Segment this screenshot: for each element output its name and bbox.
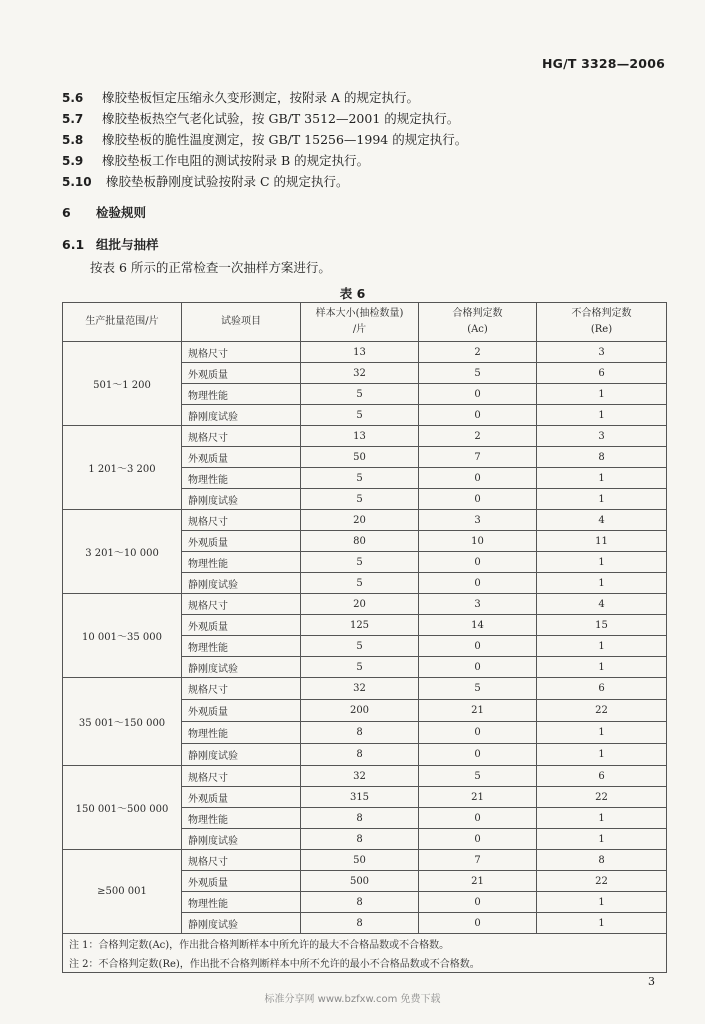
test-item-cell: 外观质量 — [182, 700, 301, 722]
header-sample-size: 样本大小(抽检数量) /片 — [301, 303, 419, 342]
acceptance-number-cell: 0 — [419, 384, 537, 405]
sample-size-cell: 32 — [301, 363, 419, 384]
acceptance-number-cell: 0 — [419, 636, 537, 657]
sample-size-cell: 5 — [301, 384, 419, 405]
acceptance-number-cell: 2 — [419, 426, 537, 447]
table-row — [63, 678, 667, 700]
acceptance-number-cell: 0 — [419, 892, 537, 913]
acceptance-number-cell: 7 — [419, 447, 537, 468]
acceptance-number-cell: 3 — [419, 594, 537, 615]
sample-size-cell: 8 — [301, 744, 419, 766]
test-item-cell: 静刚度试验 — [182, 489, 301, 510]
sample-size-cell: 50 — [301, 850, 419, 871]
sample-size-cell: 13 — [301, 426, 419, 447]
test-item-cell: 外观质量 — [182, 871, 301, 892]
sample-size-cell: 8 — [301, 829, 419, 850]
table-note-row — [63, 934, 667, 954]
acceptance-number-cell: 2 — [419, 342, 537, 363]
table-row — [63, 510, 667, 531]
rejection-number-cell: 1 — [537, 468, 667, 489]
rejection-number-cell: 1 — [537, 552, 667, 573]
clause-text: 橡胶垫板的脆性温度测定，按 GB/T 15256—1994 的规定执行。 — [102, 132, 468, 147]
rejection-number-cell: 1 — [537, 808, 667, 829]
acceptance-number-cell: 0 — [419, 722, 537, 744]
batch-range-cell: 35 001～150 000 — [63, 678, 182, 766]
clause-number: 5.6 — [62, 91, 84, 105]
acceptance-number-cell: 21 — [419, 871, 537, 892]
table-row — [63, 426, 667, 447]
test-item-cell: 物理性能 — [182, 722, 301, 744]
sample-size-cell: 8 — [301, 913, 419, 934]
section-number: 6.1 — [62, 237, 85, 252]
rejection-number-cell: 4 — [537, 510, 667, 531]
table-note-2: 注 2：不合格判定数(Re)，作出批不合格判断样本中所不允许的最小不合格品数或不合格数。 — [63, 953, 667, 973]
rejection-number-cell: 22 — [537, 700, 667, 722]
header-rejection-number: 不合格判定数 (Re) — [537, 303, 667, 342]
test-item-cell: 外观质量 — [182, 447, 301, 468]
clause-5-7 — [62, 109, 459, 127]
table-header-row — [63, 303, 667, 342]
batch-range-cell: 10 001～35 000 — [63, 594, 182, 678]
rejection-number-cell: 1 — [537, 636, 667, 657]
test-item-cell: 外观质量 — [182, 615, 301, 636]
sampling-paragraph: 按表 6 所示的正常检查一次抽样方案进行。 — [90, 260, 331, 275]
acceptance-number-cell: 0 — [419, 744, 537, 766]
sample-size-cell: 5 — [301, 573, 419, 594]
sample-size-cell: 5 — [301, 405, 419, 426]
test-item-cell: 物理性能 — [182, 468, 301, 489]
sample-size-cell: 315 — [301, 787, 419, 808]
acceptance-number-cell: 0 — [419, 552, 537, 573]
test-item-cell: 规格尺寸 — [182, 510, 301, 531]
rejection-number-cell: 3 — [537, 342, 667, 363]
acceptance-number-cell: 10 — [419, 531, 537, 552]
test-item-cell: 静刚度试验 — [182, 913, 301, 934]
sample-size-cell: 5 — [301, 552, 419, 573]
test-item-cell: 外观质量 — [182, 531, 301, 552]
clause-text: 橡胶垫板工作电阻的测试按附录 B 的规定执行。 — [102, 153, 370, 168]
acceptance-number-cell: 0 — [419, 468, 537, 489]
rejection-number-cell: 6 — [537, 766, 667, 787]
rejection-number-cell: 4 — [537, 594, 667, 615]
sample-size-cell: 5 — [301, 468, 419, 489]
acceptance-number-cell: 21 — [419, 700, 537, 722]
sample-size-cell: 500 — [301, 871, 419, 892]
acceptance-number-cell: 3 — [419, 510, 537, 531]
clause-5-6 — [62, 88, 419, 106]
acceptance-number-cell: 14 — [419, 615, 537, 636]
section-title: 组批与抽样 — [96, 237, 159, 252]
sample-size-cell: 5 — [301, 636, 419, 657]
test-item-cell: 静刚度试验 — [182, 744, 301, 766]
section-title: 检验规则 — [96, 205, 147, 220]
rejection-number-cell: 3 — [537, 426, 667, 447]
clause-number: 5.9 — [62, 154, 84, 168]
acceptance-number-cell: 5 — [419, 363, 537, 384]
batch-range-cell: 1 201～3 200 — [63, 426, 182, 510]
sampling-table — [62, 302, 667, 973]
table-title: 表 6 — [339, 286, 366, 301]
clause-5-10 — [62, 172, 349, 190]
test-item-cell: 静刚度试验 — [182, 405, 301, 426]
table-note-row — [63, 953, 667, 973]
sample-size-cell: 32 — [301, 766, 419, 787]
sample-size-cell: 13 — [301, 342, 419, 363]
clause-number: 5.10 — [62, 175, 92, 189]
rejection-number-cell: 1 — [537, 657, 667, 678]
standard-code: HG/T 3328—2006 — [541, 56, 665, 71]
rejection-number-cell: 22 — [537, 871, 667, 892]
acceptance-number-cell: 0 — [419, 657, 537, 678]
test-item-cell: 物理性能 — [182, 636, 301, 657]
section-6-heading — [62, 203, 146, 221]
test-item-cell: 规格尺寸 — [182, 766, 301, 787]
clause-number: 5.8 — [62, 133, 84, 147]
rejection-number-cell: 22 — [537, 787, 667, 808]
acceptance-number-cell: 0 — [419, 913, 537, 934]
rejection-number-cell: 1 — [537, 489, 667, 510]
acceptance-number-cell: 0 — [419, 405, 537, 426]
sample-size-cell: 200 — [301, 700, 419, 722]
sample-size-cell: 80 — [301, 531, 419, 552]
sample-size-cell: 50 — [301, 447, 419, 468]
test-item-cell: 外观质量 — [182, 787, 301, 808]
test-item-cell: 规格尺寸 — [182, 594, 301, 615]
clause-number: 5.7 — [62, 112, 84, 126]
rejection-number-cell: 1 — [537, 744, 667, 766]
clause-5-8 — [62, 130, 467, 148]
acceptance-number-cell: 0 — [419, 573, 537, 594]
acceptance-number-cell: 0 — [419, 829, 537, 850]
rejection-number-cell: 8 — [537, 447, 667, 468]
sample-size-cell: 20 — [301, 594, 419, 615]
batch-range-cell: 3 201～10 000 — [63, 510, 182, 594]
sample-size-cell: 8 — [301, 892, 419, 913]
table-row — [63, 342, 667, 363]
table-row — [63, 594, 667, 615]
sample-size-cell: 5 — [301, 489, 419, 510]
sample-size-cell: 32 — [301, 678, 419, 700]
header-batch-range: 生产批量范围/片 — [63, 303, 182, 342]
sample-size-cell: 20 — [301, 510, 419, 531]
test-item-cell: 物理性能 — [182, 384, 301, 405]
clause-text: 橡胶垫板恒定压缩永久变形测定，按附录 A 的规定执行。 — [102, 90, 419, 105]
page-number: 3 — [648, 975, 655, 988]
table-note-1: 注 1：合格判定数(Ac)，作出批合格判断样本中所允许的最大不合格品数或不合格数。 — [63, 934, 667, 954]
test-item-cell: 静刚度试验 — [182, 657, 301, 678]
section-6-1-heading — [62, 235, 159, 253]
acceptance-number-cell: 0 — [419, 808, 537, 829]
section-number: 6 — [62, 205, 71, 220]
test-item-cell: 物理性能 — [182, 552, 301, 573]
acceptance-number-cell: 0 — [419, 489, 537, 510]
rejection-number-cell: 1 — [537, 384, 667, 405]
sample-size-cell: 8 — [301, 808, 419, 829]
rejection-number-cell: 1 — [537, 573, 667, 594]
watermark: 标准分享网 www.bzfxw.com 免费下载 — [264, 994, 441, 1005]
rejection-number-cell: 11 — [537, 531, 667, 552]
rejection-number-cell: 1 — [537, 913, 667, 934]
test-item-cell: 静刚度试验 — [182, 573, 301, 594]
table-row — [63, 766, 667, 787]
rejection-number-cell: 1 — [537, 722, 667, 744]
rejection-number-cell: 6 — [537, 678, 667, 700]
header-test-item: 试验项目 — [182, 303, 301, 342]
test-item-cell: 规格尺寸 — [182, 426, 301, 447]
clause-5-9 — [62, 151, 369, 169]
acceptance-number-cell: 7 — [419, 850, 537, 871]
acceptance-number-cell: 5 — [419, 678, 537, 700]
sample-size-cell: 125 — [301, 615, 419, 636]
rejection-number-cell: 1 — [537, 405, 667, 426]
rejection-number-cell: 1 — [537, 829, 667, 850]
sample-size-cell: 5 — [301, 657, 419, 678]
header-acceptance-number: 合格判定数 (Ac) — [419, 303, 537, 342]
batch-range-cell: 501～1 200 — [63, 342, 182, 426]
test-item-cell: 物理性能 — [182, 808, 301, 829]
test-item-cell: 物理性能 — [182, 892, 301, 913]
clause-text: 橡胶垫板热空气老化试验，按 GB/T 3512—2001 的规定执行。 — [102, 111, 460, 126]
test-item-cell: 规格尺寸 — [182, 850, 301, 871]
rejection-number-cell: 15 — [537, 615, 667, 636]
acceptance-number-cell: 21 — [419, 787, 537, 808]
batch-range-cell: ≥500 001 — [63, 850, 182, 934]
rejection-number-cell: 8 — [537, 850, 667, 871]
rejection-number-cell: 6 — [537, 363, 667, 384]
test-item-cell: 静刚度试验 — [182, 829, 301, 850]
test-item-cell: 规格尺寸 — [182, 342, 301, 363]
clause-text: 橡胶垫板静刚度试验按附录 C 的规定执行。 — [106, 174, 349, 189]
sample-size-cell: 8 — [301, 722, 419, 744]
test-item-cell: 外观质量 — [182, 363, 301, 384]
batch-range-cell: 150 001～500 000 — [63, 766, 182, 850]
test-item-cell: 规格尺寸 — [182, 678, 301, 700]
rejection-number-cell: 1 — [537, 892, 667, 913]
table-row — [63, 850, 667, 871]
acceptance-number-cell: 5 — [419, 766, 537, 787]
